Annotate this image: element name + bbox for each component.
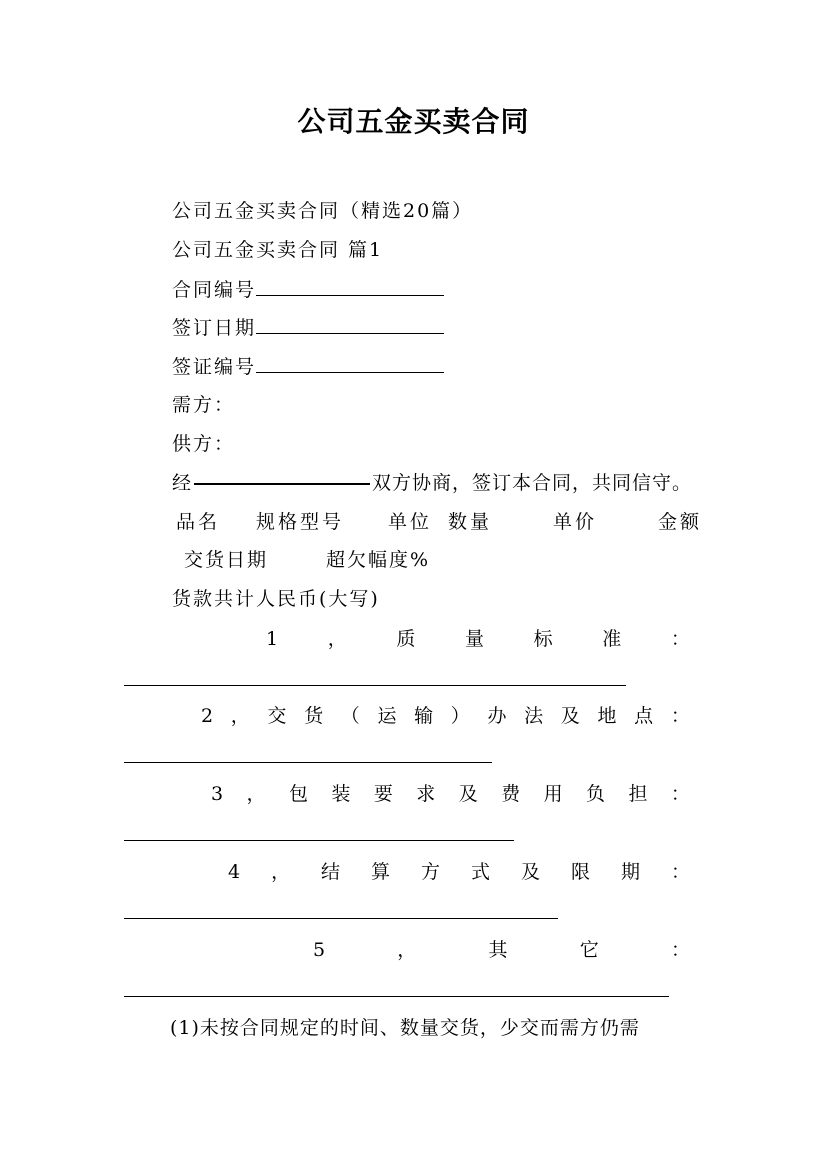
clause-4-char: ： [670, 861, 690, 883]
clause-5-char: ： [670, 939, 690, 961]
clause-5-char: 它 [579, 939, 599, 961]
clause-4-blank [124, 918, 558, 919]
clause-3-char: 负 [586, 783, 606, 805]
visa-number-blank [256, 354, 444, 373]
visa-number-line [172, 354, 444, 379]
clause-4 [228, 860, 690, 884]
agreement-rule [194, 483, 370, 485]
clause-2-char: 运 [377, 705, 397, 727]
last-paragraph-line: (1)未按合同规定的时间、数量交货，少交而需方仍需 [170, 1017, 640, 1039]
clause-2-blank [124, 762, 492, 763]
clause-1-char: 量 [465, 628, 485, 650]
clause-2-char: ， [230, 705, 250, 727]
clause-4-char: 结 [321, 861, 341, 883]
header-amount: 金额 [658, 511, 703, 533]
clause-5-blank [124, 996, 669, 997]
contract-number-label: 合同编号 [172, 279, 257, 301]
clause-4-char: ， [271, 861, 291, 883]
header-product-name: 品名 [176, 511, 221, 533]
clause-3-char: 求 [416, 783, 436, 805]
clause-5 [313, 938, 690, 962]
sign-date-blank [256, 315, 444, 334]
clause-3-blank [124, 840, 514, 841]
clause-2-char: 及 [560, 705, 580, 727]
clause-4-char: 及 [520, 861, 540, 883]
clause-4-char: 限 [570, 861, 590, 883]
clause-2-char: （ [340, 705, 360, 727]
document-subtitle: 公司五金买卖合同（精选20篇） [172, 200, 474, 222]
document-title: 公司五金买卖合同 [297, 105, 530, 138]
sign-date-label: 签订日期 [172, 317, 257, 339]
clause-2-char: 2 [201, 705, 214, 727]
clause-2-char: 货 [304, 705, 324, 727]
header-spec-model: 规格型号 [256, 511, 345, 533]
header-delivery-date: 交货日期 [184, 549, 269, 571]
clause-1-char: 准 [602, 628, 622, 650]
clause-4-char: 4 [228, 861, 241, 883]
clause-1-blank [124, 685, 626, 686]
clause-3-char: 用 [543, 783, 563, 805]
clause-2-char: 办 [487, 705, 507, 727]
clause-2 [201, 704, 690, 728]
clause-4-char: 算 [371, 861, 391, 883]
header-tolerance: 超欠幅度% [326, 549, 431, 571]
clause-1-char: 1 [266, 628, 279, 650]
clause-1 [266, 627, 690, 651]
clause-3 [211, 782, 690, 806]
agreement-prefix: 经 [172, 472, 193, 494]
visa-number-label: 签证编号 [172, 356, 257, 378]
agreement-suffix: 双方协商，签订本合同，共同信守。 [372, 472, 693, 494]
clause-3-char: 费 [501, 783, 521, 805]
clause-5-char: 5 [313, 939, 326, 961]
seller-label: 供方： [172, 433, 236, 455]
clause-2-char: 点 [634, 705, 654, 727]
clause-2-char: ） [450, 705, 470, 727]
contract-number-blank [256, 277, 444, 296]
payment-total: 货款共计人民币(大写) [172, 588, 380, 610]
agreement-line [172, 471, 692, 495]
header-quantity: 数量 [448, 511, 493, 533]
clause-2-char: 交 [267, 705, 287, 727]
clause-3-char: 及 [458, 783, 478, 805]
sign-date-line [172, 315, 444, 340]
clause-1-char: 标 [533, 628, 553, 650]
clause-3-char: ： [670, 783, 690, 805]
clause-5-char: 其 [488, 939, 508, 961]
clause-4-char: 式 [471, 861, 491, 883]
header-unit: 单位 [388, 511, 433, 533]
clause-5-char: ， [397, 939, 417, 961]
clause-4-char: 方 [421, 861, 441, 883]
clause-2-char: 地 [597, 705, 617, 727]
clause-3-char: 3 [211, 783, 224, 805]
clause-1-char: 质 [396, 628, 416, 650]
clause-3-char: ， [246, 783, 266, 805]
clause-4-char: 期 [620, 861, 640, 883]
section-heading: 公司五金买卖合同 篇1 [172, 239, 384, 261]
buyer-label: 需方： [172, 394, 236, 416]
clause-3-char: 担 [628, 783, 648, 805]
clause-3-char: 要 [373, 783, 393, 805]
clause-3-char: 包 [288, 783, 308, 805]
contract-number-line [172, 277, 444, 302]
header-unit-price: 单价 [553, 511, 598, 533]
clause-2-char: 输 [414, 705, 434, 727]
clause-2-char: ： [670, 705, 690, 727]
clause-1-char: ： [670, 628, 690, 650]
clause-2-char: 法 [524, 705, 544, 727]
clause-1-char: ， [327, 628, 347, 650]
clause-3-char: 装 [331, 783, 351, 805]
